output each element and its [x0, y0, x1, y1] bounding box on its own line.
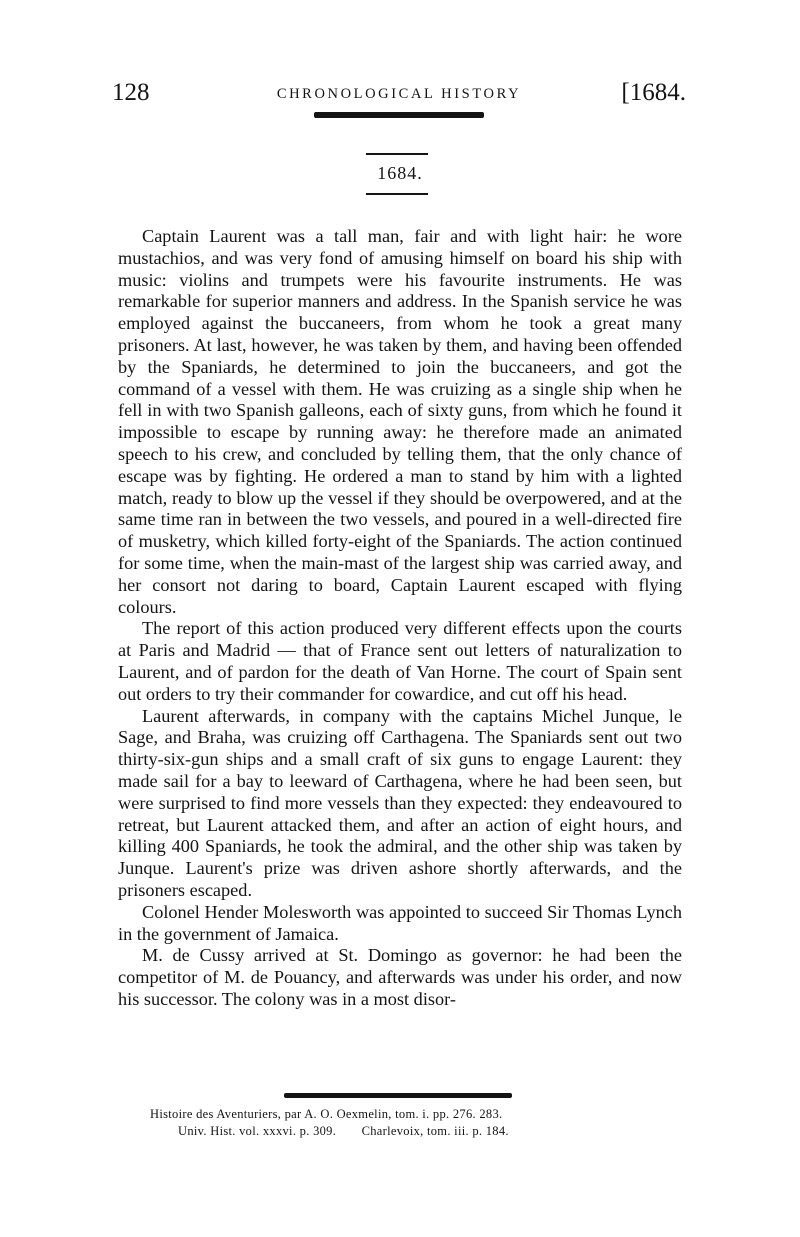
running-title: CHRONOLOGICAL HISTORY [276, 86, 522, 102]
paragraph-laurent-description: Captain Laurent was a tall man, fair and with light hair: he wore mustachios, and was very fond of amusing himself on board his ship with music: violins and trumpets were his favourite instruments. He was remarkable for superior manners and address. In the Spanish service he was employed against the buccaneers, from whom he took a great many prisoners. At last, however, he was taken by them, and having been offended by the Spaniards, he determined to join the buccaneers, and got the command of a vessel with them. He was cruizing as a single ship when he fell in with two Spanish galleons, each of sixty guns, from which he found it impossible to escape by running away: he therefore made an animated speech to his crew, and concluded by telling them, that the only chance of escape was by fighting. He ordered a man to stand by him with a lighted match, ready to blow up the vessel if they should be overpowered, and at the same time ran in between the two vessels, and poured in a well-directed fire of musketry, which killed forty-eight of the Spaniards. The action continued for some time, when the main-mast of the largest ship was carried away, and her consort not daring to board, Captain Laurent escaped with flying colours. [118, 226, 682, 617]
running-head [112, 78, 686, 112]
year-rule-top [366, 153, 428, 155]
body-text [118, 226, 682, 1011]
paragraph-laurent-carthagena: Laurent afterwards, in company with the captains Michel Junque, le Sage, and Braha, was cruizing off Carthagena. The Spaniards sent out two thirty-six-gun ships and a small craft of six guns to engage Laurent: they made sail for a bay to leeward of Carthagena, where he had been seen, but were surprised to find more vessels than they expected: they endeavoured to retreat, but Laurent attacked them, and after an action of eight hours, and killing 400 Spaniards, he took the admiral, and the other ship was taken by Junque. Laurent's prize was driven ashore shortly afterwards, and the prisoners escaped. [118, 705, 682, 900]
footnote-univ-hist: Univ. Hist. vol. xxxvi. p. 309. [178, 1124, 337, 1138]
footnote-oexmelin: Histoire des Aventuriers, par A. O. Oexmelin, tom. i. pp. 276. 283. [150, 1107, 503, 1121]
paragraph-de-cussy: M. de Cussy arrived at St. Domingo as governor: he had been the competitor of M. de Pouancy, and afterwards was under his order, and now his successor. The colony was in a most disor- [118, 945, 682, 1009]
page-number: 128 [112, 79, 150, 106]
paragraph-molesworth: Colonel Hender Molesworth was appointed to succeed Sir Thomas Lynch in the government of Jamaica. [118, 901, 682, 944]
footnotes [150, 1106, 670, 1140]
paragraph-report-of-action: The report of this action produced very different effects upon the courts at Paris and Madrid — that of France sent out letters of naturalization to Laurent, and of pardon for the death of Van Horne. The court of Spain sent out orders to try their commander for cowardice, and cut off his head. [118, 618, 682, 704]
header-rule [314, 112, 484, 118]
footnote-charlevoix: Charlevoix, tom. iii. p. 184. [361, 1124, 509, 1138]
footnote-line-2 [150, 1123, 670, 1140]
year-heading: 1684. [377, 163, 423, 183]
running-year: [1684. [621, 79, 686, 106]
footnote-rule [284, 1093, 512, 1098]
year-rule-bottom [366, 193, 428, 195]
